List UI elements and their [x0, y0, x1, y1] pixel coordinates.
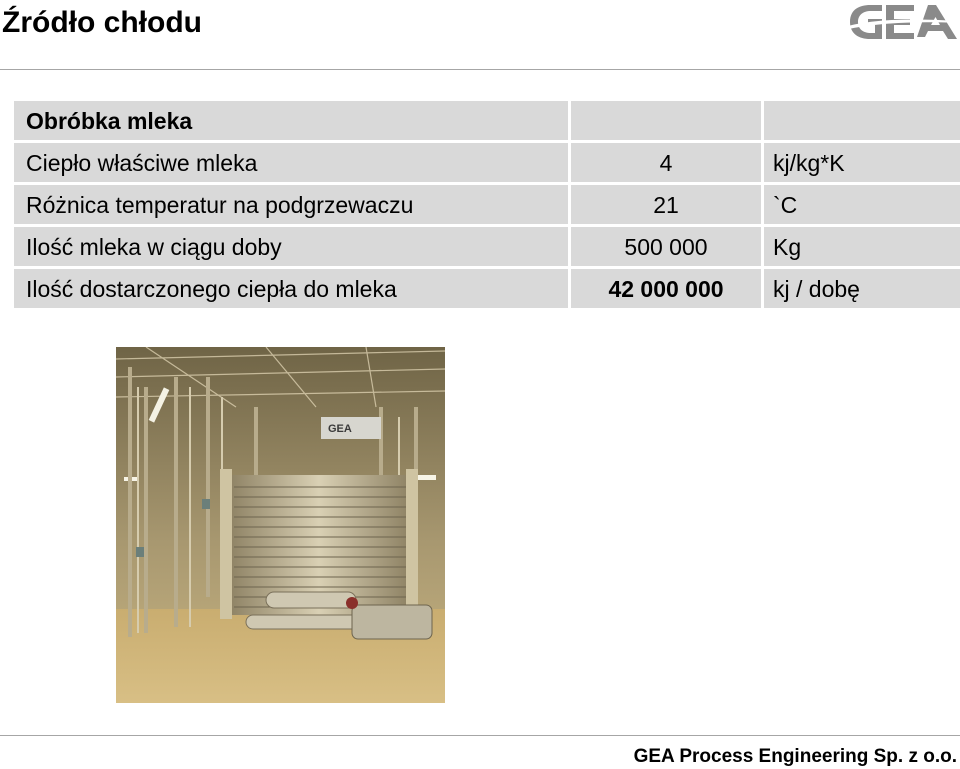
row-unit: kj / dobę: [764, 269, 960, 311]
milk-processing-table: [14, 101, 960, 311]
header-divider: [0, 69, 960, 70]
table-row: [14, 143, 960, 185]
row-value: 4: [571, 143, 764, 185]
table-row: [14, 269, 960, 311]
footer-company: GEA Process Engineering Sp. z o.o.: [633, 746, 957, 767]
row-value: 42 000 000: [571, 269, 764, 311]
row-unit: kj/kg*K: [764, 143, 960, 185]
row-unit: Kg: [764, 227, 960, 269]
page-title: Źródło chłodu: [2, 6, 202, 39]
row-label: Ciepło właściwe mleka: [14, 143, 571, 185]
table-row: [14, 185, 960, 227]
row-value: 500 000: [571, 227, 764, 269]
row-label: Ilość mleka w ciągu doby: [14, 227, 571, 269]
row-label: Ilość dostarczonego ciepła do mleka: [14, 269, 571, 311]
row-label: Różnica temperatur na podgrzewaczu: [14, 185, 571, 227]
row-value: 21: [571, 185, 764, 227]
table-header-cell: Obróbka mleka: [14, 101, 571, 143]
table-header-row: [14, 101, 960, 143]
plate-heat-exchanger-photo: [116, 347, 445, 703]
gea-logo: [842, 2, 960, 42]
table-header-empty-cell: [764, 101, 960, 143]
row-unit: `C: [764, 185, 960, 227]
table-row: [14, 227, 960, 269]
footer-divider: [0, 735, 960, 736]
table-header-empty-cell: [571, 101, 764, 143]
photo-plate-label: GEA: [328, 423, 352, 435]
